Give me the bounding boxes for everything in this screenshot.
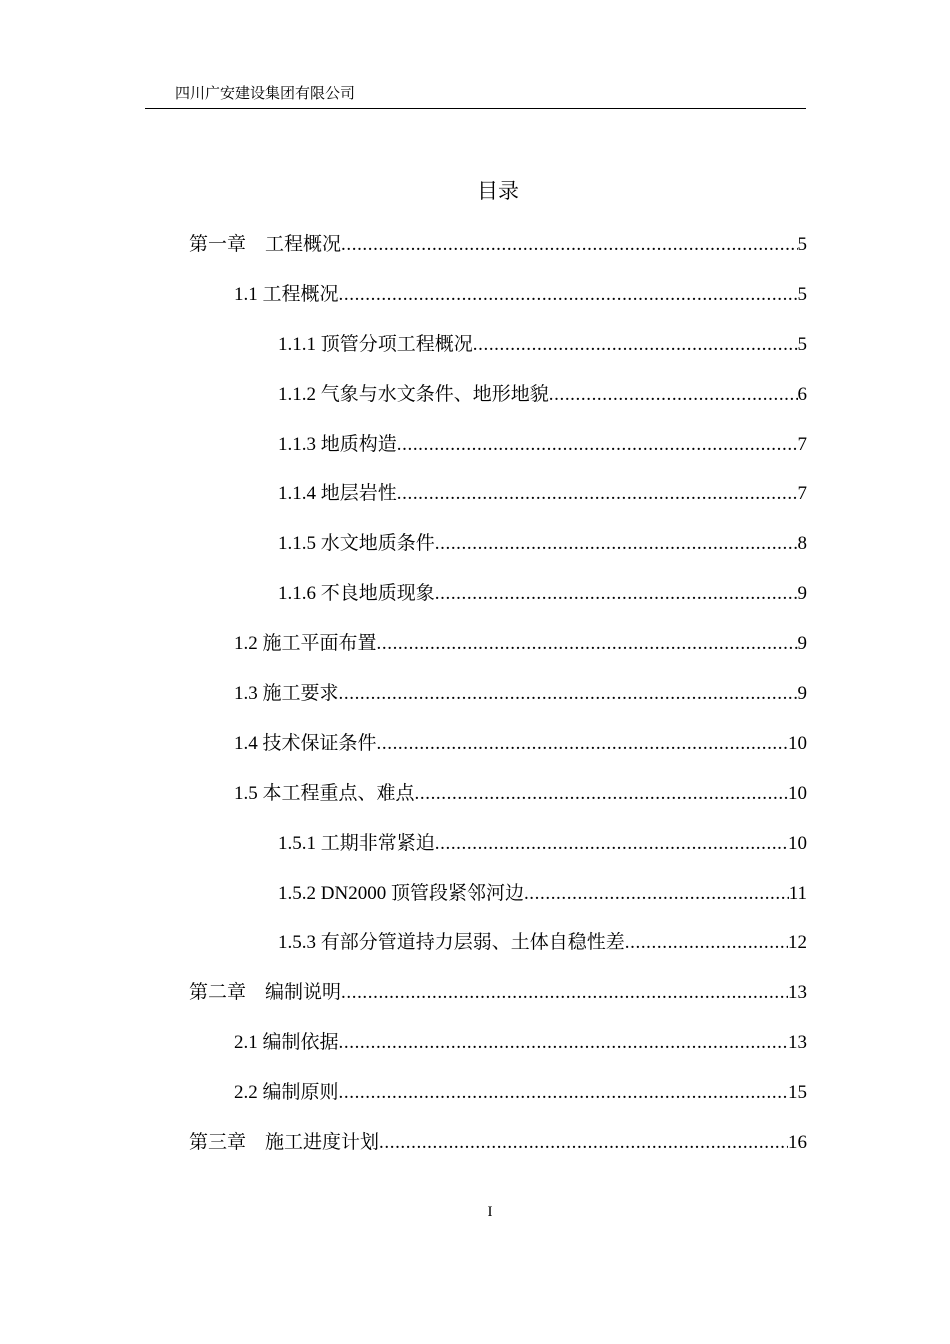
- toc-entry-page: 13: [788, 982, 807, 1004]
- toc-dot-leader: [415, 779, 788, 809]
- toc-entry-title: 1.5.3 有部分管道持力层弱、土体自稳性差: [278, 932, 625, 954]
- toc-entry-title: 1.1.1 顶管分项工程概况: [278, 333, 473, 355]
- toc-entry-title: 1.1.6 不良地质现象: [278, 583, 435, 605]
- toc-entry-title: 1.5 本工程重点、难点: [234, 782, 415, 804]
- toc-dot-leader: [379, 1128, 788, 1158]
- toc-entry[interactable]: [0, 779, 950, 829]
- toc-entry-title: 第一章 工程概况: [189, 234, 342, 255]
- toc-entry-page: 12: [788, 932, 807, 954]
- toc-entry[interactable]: [0, 1128, 950, 1178]
- toc-entry-page: 9: [797, 683, 807, 705]
- toc-entry-page: 11: [788, 882, 807, 904]
- toc-dot-leader: [377, 629, 798, 659]
- toc-entry[interactable]: [0, 479, 950, 529]
- toc-entry-page: 10: [788, 782, 807, 804]
- toc-entry-title: 1.3 施工要求: [234, 683, 339, 705]
- toc-dot-leader: [341, 230, 797, 260]
- toc-entry-title: 1.1 工程概况: [234, 283, 339, 305]
- toc-entry[interactable]: [0, 629, 950, 679]
- toc-dot-leader: [524, 879, 789, 909]
- toc-entry-page: 7: [797, 483, 807, 505]
- toc-entry[interactable]: [0, 380, 950, 430]
- toc-entry-title: 第二章 编制说明: [189, 982, 342, 1004]
- toc-entry-title: 第三章 施工进度计划: [189, 1132, 380, 1154]
- toc-entry[interactable]: [0, 928, 950, 978]
- table-of-contents: [0, 230, 950, 1178]
- toc-entry-title: 2.1 编制依据: [234, 1032, 339, 1054]
- toc-entry[interactable]: [0, 879, 950, 929]
- toc-entry[interactable]: [0, 330, 950, 380]
- toc-entry[interactable]: [0, 280, 950, 330]
- toc-entry[interactable]: [0, 579, 950, 629]
- toc-entry-page: 9: [797, 583, 807, 605]
- toc-dot-leader: [549, 380, 798, 410]
- toc-entry-title: 2.2 编制原则: [234, 1082, 339, 1104]
- toc-entry-page: 5: [797, 333, 807, 355]
- toc-entry-title: 1.2 施工平面布置: [234, 633, 377, 655]
- toc-entry-title: 1.5.1 工期非常紧迫: [278, 832, 435, 854]
- toc-dot-leader: [435, 579, 798, 609]
- toc-entry-page: 9: [797, 633, 807, 655]
- toc-entry[interactable]: [0, 1078, 950, 1128]
- toc-entry-page: 10: [788, 732, 807, 754]
- toc-entry-title: 1.1.3 地质构造: [278, 433, 397, 455]
- toc-entry[interactable]: [0, 230, 950, 280]
- toc-dot-leader: [377, 729, 788, 759]
- toc-title: 目录: [477, 179, 519, 203]
- toc-entry-page: 5: [797, 283, 807, 305]
- toc-dot-leader: [435, 529, 798, 559]
- toc-dot-leader: [473, 330, 798, 360]
- toc-entry-page: 8: [797, 533, 807, 555]
- toc-dot-leader: [435, 829, 788, 859]
- toc-entry[interactable]: [0, 1028, 950, 1078]
- header-divider: [145, 108, 806, 109]
- toc-entry[interactable]: [0, 529, 950, 579]
- page-header: [145, 84, 806, 104]
- toc-entry-page: 15: [788, 1082, 807, 1104]
- company-name: 四川广安建设集团有限公司: [175, 86, 356, 102]
- toc-entry-title: 1.1.5 水文地质条件: [278, 533, 435, 555]
- toc-dot-leader: [397, 430, 798, 460]
- toc-dot-leader: [339, 280, 798, 310]
- page-number: I: [487, 1204, 493, 1220]
- toc-entry[interactable]: [0, 829, 950, 879]
- toc-entry-title: 1.1.2 气象与水文条件、地形地貌: [278, 383, 549, 405]
- toc-entry-page: 16: [788, 1132, 807, 1154]
- toc-entry-page: 10: [788, 832, 807, 854]
- toc-entry-title: 1.4 技术保证条件: [234, 732, 377, 754]
- toc-entry[interactable]: [0, 729, 950, 779]
- toc-dot-leader: [339, 1078, 788, 1108]
- toc-entry-page: 5: [797, 234, 807, 255]
- toc-dot-leader: [339, 679, 798, 709]
- toc-entry-title: 1.1.4 地层岩性: [278, 483, 397, 505]
- toc-dot-leader: [625, 928, 788, 958]
- toc-entry[interactable]: [0, 430, 950, 480]
- toc-dot-leader: [397, 479, 798, 509]
- toc-entry-page: 7: [797, 433, 807, 455]
- toc-entry-page: 13: [788, 1032, 807, 1054]
- toc-entry-title: 1.5.2 DN2000 顶管段紧邻河边: [278, 882, 524, 904]
- toc-entry[interactable]: [0, 978, 950, 1028]
- toc-entry-page: 6: [797, 383, 807, 405]
- toc-dot-leader: [341, 978, 788, 1008]
- toc-entry[interactable]: [0, 679, 950, 729]
- toc-dot-leader: [339, 1028, 788, 1058]
